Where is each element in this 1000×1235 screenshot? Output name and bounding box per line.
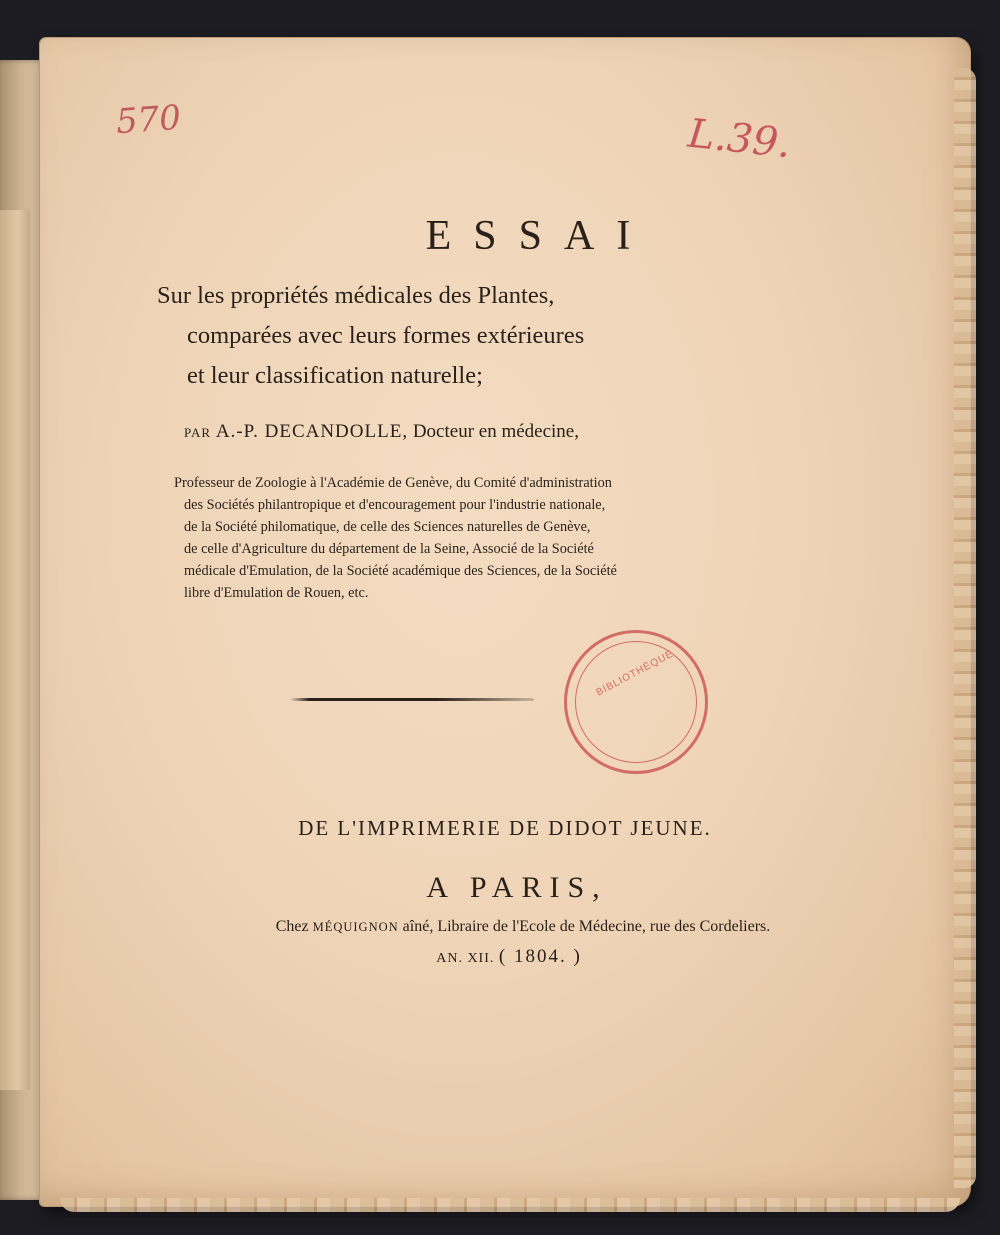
- date-an: AN. XII.: [436, 951, 495, 966]
- credentials-line: médicale d'Emulation, de la Société académique des Sciences, de la Société: [184, 563, 617, 579]
- library-stamp: [564, 630, 708, 774]
- credentials-line: libre d'Emulation de Rouen, etc.: [184, 585, 369, 601]
- date-year: ( 1804. ): [498, 946, 582, 967]
- title-page: [40, 38, 970, 1206]
- publisher-line: [40, 918, 988, 936]
- author-prefix: PAR: [184, 425, 212, 440]
- author-line: [184, 421, 579, 443]
- handwritten-callmark: L.39.: [685, 110, 794, 168]
- date-line: [40, 946, 974, 968]
- publisher-prefix: Chez: [275, 918, 309, 935]
- stamp-text: BIBLIOTHÈQUE: [594, 648, 676, 699]
- subtitle-line: et leur classification naturelle;: [187, 362, 483, 389]
- book-title: ESSAI: [425, 213, 653, 259]
- author-title: Docteur en médecine,: [412, 421, 579, 442]
- printer-line: DE L'IMPRIMERIE DE DIDOT JEUNE.: [298, 816, 712, 840]
- credentials-line: Professeur de Zoologie à l'Académie de Genève, du Comité d'administration: [174, 475, 612, 491]
- credentials-line: de celle d'Agriculture du département de la Seine, Associé de la Société: [184, 541, 594, 557]
- page-edge-bottom: [60, 1198, 960, 1212]
- city-line: A PARIS,: [426, 871, 608, 904]
- handwritten-shelfmark: 570: [114, 97, 183, 143]
- author-credentials: [174, 472, 694, 604]
- subtitle-line: Sur les propriétés médicales des Plantes,: [157, 282, 555, 309]
- publisher-name: MÉQUIGNON: [312, 920, 399, 934]
- author-name: A.-P. DECANDOLLE,: [215, 421, 409, 442]
- publisher-details: aîné, Libraire de l'Ecole de Médecine, rue des Cordeliers.: [402, 918, 771, 935]
- credentials-line: de la Société philomatique, de celle des Sciences naturelles de Genève,: [184, 519, 591, 535]
- credentials-line: des Sociétés philantropique et d'encouragement pour l'industrie nationale,: [184, 497, 606, 513]
- ornamental-rule: [290, 698, 534, 701]
- subtitle-line: comparées avec leurs formes extérieures: [187, 322, 585, 349]
- book-subtitle: [157, 276, 584, 396]
